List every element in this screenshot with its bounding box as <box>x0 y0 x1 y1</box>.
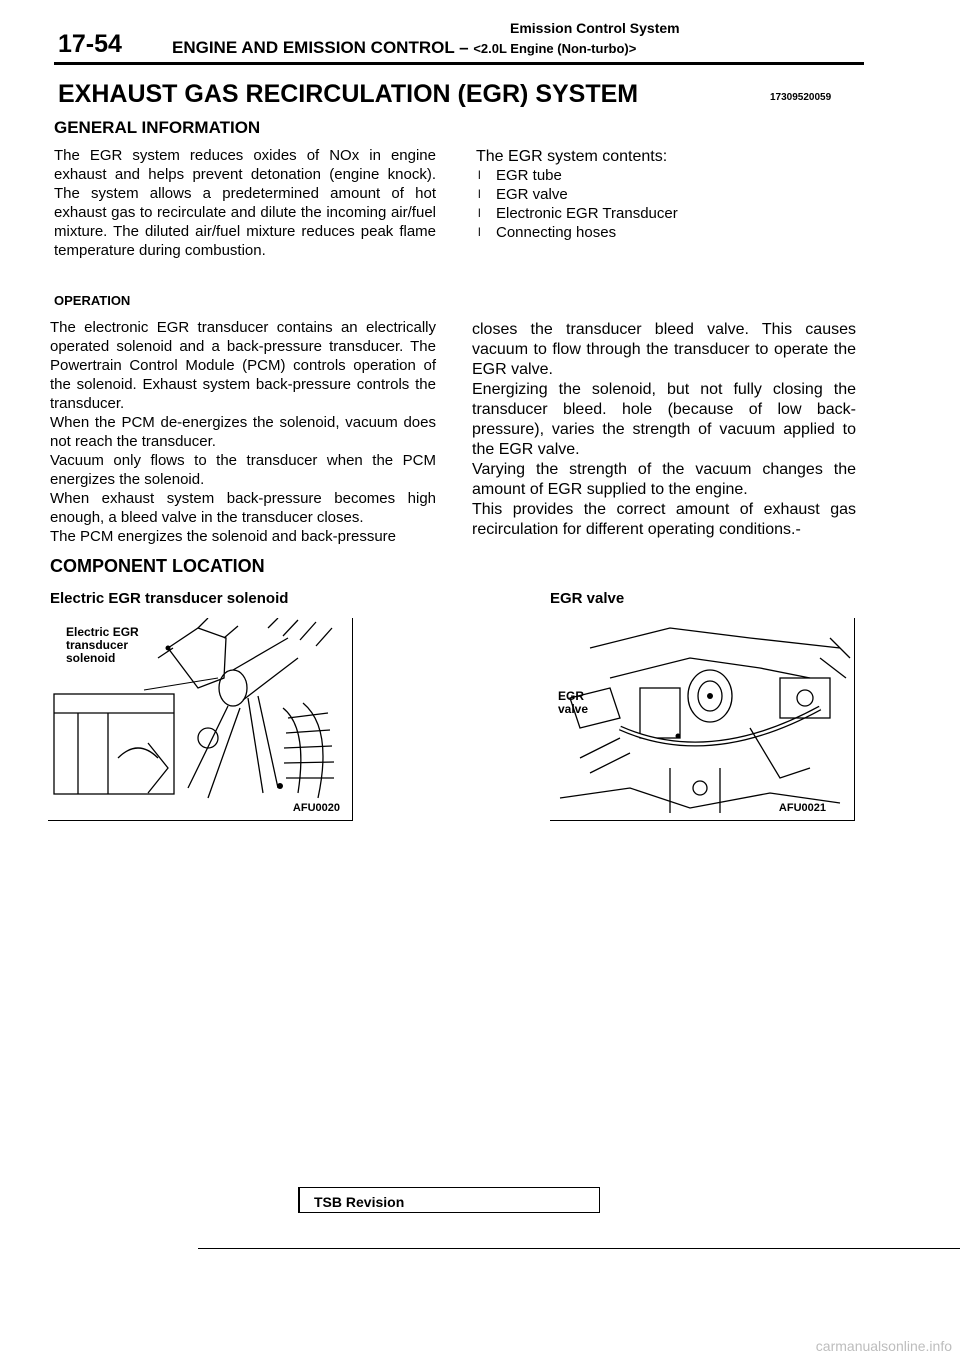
egr-contents-list <box>476 166 856 242</box>
tsb-revision-box: TSB Revision <box>298 1187 600 1213</box>
egr-valve-figure <box>550 618 855 821</box>
list-item-label: Connecting hoses <box>496 224 617 241</box>
bullet-icon: l <box>478 187 481 201</box>
egr-valve-illustration-icon <box>550 618 854 820</box>
list-item <box>476 185 856 204</box>
list-item <box>476 166 856 185</box>
figure-caption-transducer: Electric EGR transducer solenoid <box>50 590 289 607</box>
operation-paragraph: Energizing the solenoid, but not fully closing the transducer bleed. hole (because of low back-pressure), varies the strength of vacuum applied to the EGR valve. <box>472 381 856 458</box>
header-title-text: ENGINE AND EMISSION CONTROL – <box>172 38 469 57</box>
bullet-icon: l <box>478 206 481 220</box>
transducer-callout-label: Electric EGR transducer solenoid <box>66 625 139 665</box>
egr-valve-callout-label: EGR valve <box>558 689 589 716</box>
operation-paragraph: Vacuum only flows to the transducer when the PCM energizes the solenoid. <box>50 452 436 488</box>
operation-paragraph: The PCM energizes the solenoid and back-pressure <box>50 528 397 545</box>
operation-left-column <box>50 318 436 546</box>
operation-heading: OPERATION <box>54 293 131 308</box>
egr-valve-figure-id: AFU0021 <box>778 802 826 814</box>
header-divider <box>54 62 864 65</box>
operation-paragraph: This provides the correct amount of exhaust gas recirculation for different operating conditions.- <box>472 501 856 538</box>
list-item-label: EGR valve <box>496 186 568 203</box>
figure-caption-egr-valve: EGR valve <box>550 590 625 607</box>
egr-contents-intro: The EGR system contents: <box>476 148 668 165</box>
section-title: EXHAUST GAS RECIRCULATION (EGR) SYSTEM <box>58 80 639 108</box>
document-code: 17309520059 <box>770 92 832 103</box>
list-item-label: Electronic EGR Transducer <box>496 205 678 222</box>
header-title <box>172 38 636 58</box>
egr-contents <box>476 147 856 242</box>
bullet-icon: l <box>478 225 481 239</box>
operation-paragraph: Varying the strength of the vacuum changes the amount of EGR supplied to the engine. <box>472 461 856 498</box>
general-information-paragraph: The EGR system reduces oxides of NOx in engine exhaust and helps prevent detonation (engine knock). The system allows a predetermined amount of hot exhaust gas to recirculate and dilute the incoming air/fuel mixture. The diluted air/fuel mixture reduces peak flame temperature during combustion. <box>54 147 436 259</box>
operation-paragraph: When exhaust system back-pressure becomes high enough, a bleed valve in the transducer closes. <box>50 490 436 526</box>
operation-paragraph: When the PCM de-energizes the solenoid, vacuum does not reach the transducer. <box>50 414 436 450</box>
list-item <box>476 223 856 242</box>
operation-right-column <box>472 320 856 540</box>
page-number: 17-54 <box>58 30 122 58</box>
bullet-icon: l <box>478 168 481 182</box>
transducer-figure-id: AFU0020 <box>292 802 340 814</box>
header-title-suffix: <2.0L Engine (Non-turbo)> <box>473 41 637 56</box>
watermark: carmanualsonline.info <box>815 1338 952 1354</box>
header-subtitle: Emission Control System <box>510 20 680 36</box>
list-item-label: EGR tube <box>496 167 562 184</box>
operation-paragraph: The electronic EGR transducer contains an electrically operated solenoid and a back-pressure transducer. The Powertrain Control Module (PCM) controls operation of the solenoid. Exhaust system back-pressure controls the transducer. <box>50 319 436 412</box>
operation-paragraph: closes the transducer bleed valve. This causes vacuum to flow through the transducer to operate the EGR valve. <box>472 321 856 378</box>
transducer-solenoid-figure <box>48 618 353 821</box>
general-information-heading: GENERAL INFORMATION <box>54 118 261 137</box>
footer-divider <box>198 1248 960 1249</box>
component-location-heading: COMPONENT LOCATION <box>50 556 265 576</box>
list-item <box>476 204 856 223</box>
